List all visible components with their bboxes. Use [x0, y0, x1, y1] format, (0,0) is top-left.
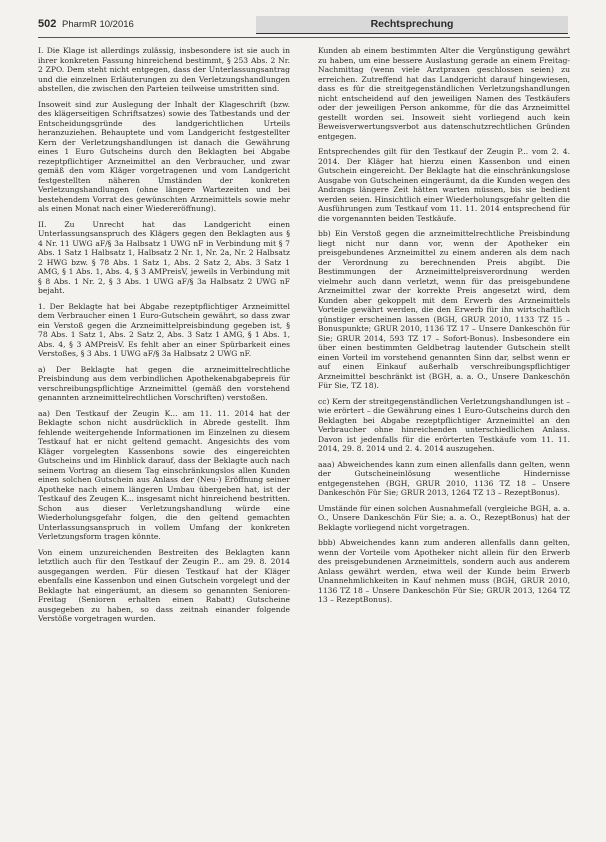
page-header: [38, 16, 570, 36]
right-column: [318, 46, 570, 826]
paragraph: Umstände für einen solchen Ausnahmefall (vergleiche BGH, a. a. O., Unsere Dankeschön Für Sie; a. a. O., RezeptBonus) hat der Beklagte vorliegend nicht vorgetragen.: [318, 503, 570, 532]
paragraph: a) Der Beklagte hat gegen die arzneimittelrechtliche Preisbindung aus dem verbindlichen Apothekenabgabepreis für verschreibungspflichtige Arzneimittel (gemäß den vorstehend genannten arzneimittelrechtlichen Vorschriften) verstoßen.: [38, 364, 290, 402]
paragraph: aaa) Abweichendes kann zum einen allenfalls dann gelten, wenn der Gutscheineinlösung wesentliche Hindernisse entgegenstehen (BGH, GRUR 2010, 1136 TZ 18 – Unsere Dankeschön Für Sie; GRUR 2013, 1264 TZ 13 – RezeptBonus).: [318, 459, 570, 497]
paragraph: 1. Der Beklagte hat bei Abgabe rezeptpflichtiger Arzneimittel dem Verbraucher einen 1 Euro-Gutschein gewährt, so dass zwar ein Verstoß gegen die Arzneimittelpreisbindung gegeben ist, § 78 Abs. 1 Satz 1, Abs. 2 Satz 2, Abs. 3 Satz 1 AMG, § 1 Abs. 1, Abs. 4, § 3 AMPreisV. Es fehlt aber an einer Spürbarkeit eines Verstoßes, § 3 Abs. 1 UWG aF/§ 3a Halbsatz 2 UWG nF.: [38, 301, 290, 358]
section-title: Rechtsprechung: [256, 16, 568, 34]
paragraph: Insoweit sind zur Auslegung der Inhalt der Klageschrift (bzw. des klägerseitigen Schriftsatzes) sowie des Tatbestands und der Entscheidungsgründe des landgerichtlichen Urteils heranzuziehen. Behauptete und vom Landgericht festgestellter Kern der Verletzungshandlungen ist danach die Gewährung eines 1 Euro Gutscheins durch den Beklagten bei Abgabe rezeptpflichtiger Arzneimittel an den Verbraucher, und zwar gemäß den vom Kläger vorgetragenen und vom Landgericht festgestellten näheren Umständen der konkreten Verletzungshandlungen (ohne längere Wartezeiten und bei bestehendem Vorrat des gewünschten Arzneimittels sowie mehr als einen Monat nach einer Wiedereröffnung).: [38, 99, 290, 213]
paragraph: Entsprechendes gilt für den Testkauf der Zeugin P... vom 2. 4. 2014. Der Kläger hat hierzu einen Kassenbon und einen Gutschein eingereicht. Der Beklagte hat die einschränkungslose Ausgabe von Gutscheinen eingeräumt, da die Kunden wegen des Andrangs längere Zeit hätten warten müssen, bis sie bedient werden seien. Hinsichtlich einer Wiederholungsgefahr gelten die Ausführungen zum Testkauf vom 11. 11. 2014 entsprechend für die vorgenannten beiden Testkäufe.: [318, 147, 570, 223]
paragraph: Kunden ab einem bestimmten Alter die Vergünstigung gewährt zu haben, um eine bessere Auslastung gerade an einem Freitag-Nachmittag (wenn viele Arztpraxen geschlossen seien) zu erreichen. Zutreffend hat das Landgericht darauf hingewiesen, dass es für die streitgegenständlichen Verletzungshandlungen nicht entscheidend auf den jeweiligen Namen des Testkäufers oder der jeweiligen Person ankomme, für die das Arzneimittel gestellt worden sei. Insoweit sieht vorliegend auch kein Beweisverwertungsverbot aus datenschutzrechtlichen Gründen entgegen.: [318, 46, 570, 141]
paragraph: aa) Den Testkauf der Zeugin K... am 11. 11. 2014 hat der Beklagte schon nicht ausdrücklich in Abrede gestellt. Ihm fehlende weitergehende Informationen im Einzelnen zu diesem Testkauf hat er nicht geltend gemacht. Angesichts des vom Kläger vorgelegten Kassenbons sowie des eingereichten Gutscheins und im Hinblick darauf, dass der Beklagte auch nach seinem Vortrag an diesem Tag einschränkungslos allen Kunden einen solchen Gutschein aus Anlass der (Neu-) Eröffnung seiner Apotheke nach einem längeren Umbau übergeben hat, ist der Testkauf des Zeugen K... insgesamt nicht hinreichend bestritten. Schon aus dieser Verletzungshandlung würde eine Wiederholungsgefahr folgen, die den geltend gemachten Unterlassungsanspruch in vollem Umfang der konkreten Verletzungsform tragen könnte.: [38, 408, 290, 541]
paragraph: cc) Kern der streitgegenständlichen Verletzungshandlungen ist – wie erörtert – die Gewährung eines 1 Euro-Gutscheins durch den Beklagten bei Abgabe rezeptpflichtiger Arzneimittel an den Verbraucher ohne hinreichenden unterschiedlichen Anlass. Davon ist jedenfalls für die erörterten Testkäufe vom 11. 11. 2014, 29. 8. 2014 und 2. 4. 2014 auszugehen.: [318, 396, 570, 453]
paragraph: Von einem unzureichenden Bestreiten des Beklagten kann letztlich auch für den Testkauf der Zeugin P... am 29. 8. 2014 ausgegangen werden. Für diesen Testkauf hat der Kläger ebenfalls eine Kassenbon und einen Gutschein vorgelegt und der Beklagte hat eingeräumt, an diesem so genannten Senioren-Freitag (Senioren erhalten einen Rabatt) Gutscheine ausgegeben zu haben, so dass zeitnah einander folgende Verstöße vorgetragen wurden.: [38, 547, 290, 623]
header-rule: [38, 37, 570, 38]
paragraph: bbb) Abweichendes kann zum anderen allenfalls dann gelten, wenn der Vorteile vom Apotheker nicht allein für den Erwerb des preisgebundenen Arzneimittels, sondern auch aus anderem Anlass gewährt werden, etwa weil der Kunde beim Erwerb Unannehmlichkeiten in Kauf nehmen muss (BGH, GRUR 2010, 1136 TZ 18 – Unsere Dankeschön Für Sie; GRUR 2013, 1264 TZ 13 – RezeptBonus).: [318, 538, 570, 604]
paragraph: I. Die Klage ist allerdings zulässig, insbesondere ist sie auch in ihrer konkreten Fassung hinreichend bestimmt, § 253 Abs. 2 Nr. 2 ZPO. Dem steht nicht entgegen, dass der Unterlassungsantrag und die einzelnen Erläuterungen zu den Verletzungshandlungen abstellen, die zwischen den Parteien teilweise umstritten sind.: [38, 46, 290, 93]
paragraph: bb) Ein Verstoß gegen die arzneimittelrechtliche Preisbindung liegt nicht nur dann vor, wenn der Apotheker ein preisgebundenes Arzneimittel zu einem anderen als dem nach der Verordnung zu berechnenden Preis abgibt. Die Bestimmungen der Arzneimittelpreisverordnung werden vielmehr auch dann verletzt, wenn für das preisgebundene Arzneimittel zwar der korrekte Preis angesetzt wird, dem Kunden aber gekoppelt mit dem Erwerb des Arzneimittels Vorteile gewährt werden, die den Erwerb für ihn wirtschaftlich günstiger erscheinen lassen (BGH, GRUR 2010, 1133 TZ 15 – Bonuspunkte; GRUR 2010, 1136 TZ 17 – Unsere Dankeschön für Sie; GRUR 2014, 593 TZ 17 – Sofort-Bonus). Insbesondere ein über einen bestimmten Geldbetrag lautender Gutschein stellt einen Vorteil im vorstehend genannten Sinn dar, selbst wenn er auf einen Einkauf außerhalb verschreibungspflichtiger Arzneimittel beschränkt ist (BGH, a. a. O., Unsere Dankeschön Für Sie, TZ 18).: [318, 229, 570, 390]
page-number: 502: [38, 18, 57, 30]
left-column: [38, 46, 290, 826]
paragraph: II. Zu Unrecht hat das Landgericht einen Unterlassungsanspruch des Klägers gegen den Beklagten aus § 4 Nr. 11 UWG aF/§ 3a Halbsatz 1 UWG nF in Verbindung mit § 7 Abs. 1 Satz 1 Halbsatz 1, Halbsatz 2 Nr. 1, Nr. 2a, Nr. 2 Halbsatz 2 HWG bzw. § 78 Abs. 1 Satz 1, Abs. 2 Satz 2, Abs. 3 Satz 1 AMG, § 1 Abs. 1, Abs. 4, § 3 AMPreisV, jeweils in Verbindung mit § 8 Abs. 1 Nr. 2, § 3 Abs. 1 UWG aF/§ 3a Halbsatz 2 UWG nF bejaht.: [38, 219, 290, 295]
journal-citation: PharmR 10/2016: [62, 19, 134, 30]
